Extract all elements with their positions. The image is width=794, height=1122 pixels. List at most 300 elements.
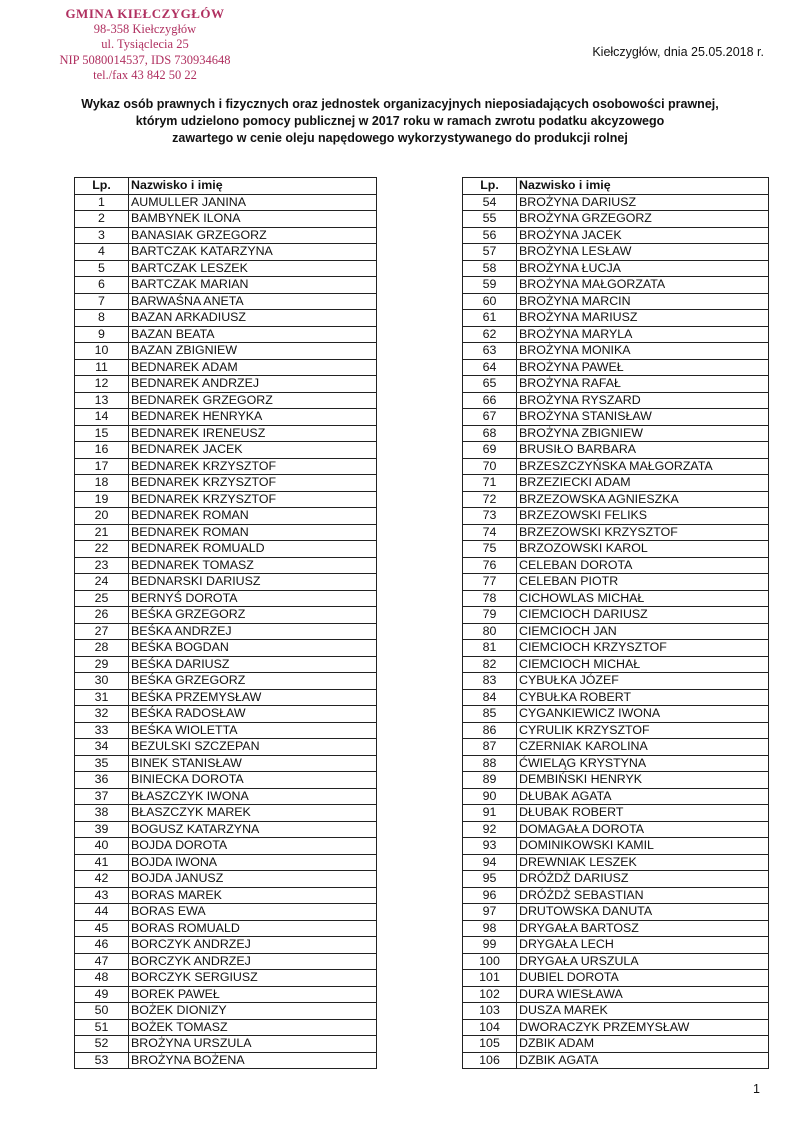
recipient-name: BROŻYNA LESŁAW xyxy=(517,244,769,261)
table-row xyxy=(75,805,377,822)
row-number: 64 xyxy=(463,359,517,376)
column-header-name: Nazwisko i imię xyxy=(129,178,377,195)
stamp-line-office: GMINA KIEŁCZYGŁÓW xyxy=(65,6,225,21)
table-row xyxy=(75,623,377,640)
row-number: 40 xyxy=(75,838,129,855)
row-number: 21 xyxy=(75,524,129,541)
table-row xyxy=(463,227,769,244)
table-row xyxy=(75,458,377,475)
table-row xyxy=(463,211,769,228)
recipient-name: BAMBYNEK ILONA xyxy=(129,211,377,228)
recipient-name: BROŻYNA MONIKA xyxy=(517,343,769,360)
table-row xyxy=(75,656,377,673)
table-row xyxy=(75,722,377,739)
row-number: 78 xyxy=(463,590,517,607)
recipient-name: BEDNARSKI DARIUSZ xyxy=(129,574,377,591)
recipient-name: BEŚKA WIOLETTA xyxy=(129,722,377,739)
table-row xyxy=(75,1052,377,1069)
recipient-name: BEŚKA DARIUSZ xyxy=(129,656,377,673)
recipient-name: BAZAN BEATA xyxy=(129,326,377,343)
recipient-name: DŁUBAK ROBERT xyxy=(517,805,769,822)
table-row xyxy=(75,1003,377,1020)
recipient-name: BOJDA DOROTA xyxy=(129,838,377,855)
recipient-name: BEDNAREK GRZEGORZ xyxy=(129,392,377,409)
recipient-name: BŁASZCZYK IWONA xyxy=(129,788,377,805)
table-row xyxy=(463,392,769,409)
recipient-name: BARTCZAK MARIAN xyxy=(129,277,377,294)
row-number: 106 xyxy=(463,1052,517,1069)
table-row xyxy=(75,640,377,657)
table-row xyxy=(463,244,769,261)
table-row xyxy=(75,310,377,327)
row-number: 104 xyxy=(463,1019,517,1036)
row-number: 39 xyxy=(75,821,129,838)
table-row xyxy=(75,607,377,624)
table-row xyxy=(463,640,769,657)
row-number: 69 xyxy=(463,442,517,459)
table-row xyxy=(75,194,377,211)
recipient-name: BOGUSZ KATARZYNA xyxy=(129,821,377,838)
table-row xyxy=(75,557,377,574)
table-row xyxy=(75,887,377,904)
recipient-name: BEDNAREK KRZYSZTOF xyxy=(129,458,377,475)
row-number: 46 xyxy=(75,937,129,954)
table-header-row xyxy=(463,178,769,195)
table-row xyxy=(463,310,769,327)
row-number: 1 xyxy=(75,194,129,211)
table-row xyxy=(463,986,769,1003)
recipient-name: BAZAN ARKADIUSZ xyxy=(129,310,377,327)
row-number: 74 xyxy=(463,524,517,541)
row-number: 61 xyxy=(463,310,517,327)
recipient-name: BRZEZOWSKA AGNIESZKA xyxy=(517,491,769,508)
row-number: 26 xyxy=(75,607,129,624)
document-date: Kiełczygłów, dnia 25.05.2018 r. xyxy=(592,45,764,59)
row-number: 79 xyxy=(463,607,517,624)
recipient-name: DRYGAŁA URSZULA xyxy=(517,953,769,970)
recipient-name: BORCZYK SERGIUSZ xyxy=(129,970,377,987)
table-row xyxy=(75,590,377,607)
row-number: 43 xyxy=(75,887,129,904)
row-number: 98 xyxy=(463,920,517,937)
recipient-name: BINIECKA DOROTA xyxy=(129,772,377,789)
recipient-name: BRZEZOWSKI KRZYSZTOF xyxy=(517,524,769,541)
row-number: 63 xyxy=(463,343,517,360)
table-row xyxy=(463,541,769,558)
recipient-name: BEŚKA ANDRZEJ xyxy=(129,623,377,640)
row-number: 33 xyxy=(75,722,129,739)
row-number: 71 xyxy=(463,475,517,492)
row-number: 25 xyxy=(75,590,129,607)
table-row xyxy=(463,854,769,871)
table-row xyxy=(463,425,769,442)
table-row xyxy=(463,442,769,459)
table-row xyxy=(75,673,377,690)
row-number: 62 xyxy=(463,326,517,343)
stamp-line-phone: tel./fax 43 842 50 22 xyxy=(93,68,197,82)
row-number: 14 xyxy=(75,409,129,426)
table-row xyxy=(75,920,377,937)
table-row xyxy=(463,194,769,211)
recipient-name: DREWNIAK LESZEK xyxy=(517,854,769,871)
recipient-name: BRZOZOWSKI KAROL xyxy=(517,541,769,558)
recipient-name: DRYGAŁA LECH xyxy=(517,937,769,954)
stamp-line-street: ul. Tysiąclecia 25 xyxy=(101,37,189,51)
table-row xyxy=(75,854,377,871)
recipient-name: BEDNAREK IRENEUSZ xyxy=(129,425,377,442)
row-number: 32 xyxy=(75,706,129,723)
table-row xyxy=(75,260,377,277)
stamp-line-postal: 98-358 Kiełczygłów xyxy=(93,21,197,36)
column-header-lp: Lp. xyxy=(463,178,517,195)
table-row xyxy=(463,458,769,475)
row-number: 70 xyxy=(463,458,517,475)
recipient-name: DOMINIKOWSKI KAMIL xyxy=(517,838,769,855)
recipient-name: BROŻYNA MARIUSZ xyxy=(517,310,769,327)
table-row xyxy=(463,656,769,673)
table-row xyxy=(463,574,769,591)
table-row xyxy=(463,673,769,690)
recipient-name: CYBUŁKA JÓZEF xyxy=(517,673,769,690)
table-row xyxy=(463,739,769,756)
row-number: 7 xyxy=(75,293,129,310)
recipient-name: BEDNAREK ADAM xyxy=(129,359,377,376)
row-number: 75 xyxy=(463,541,517,558)
recipient-name: BANASIAK GRZEGORZ xyxy=(129,227,377,244)
recipient-name: BEDNAREK ROMAN xyxy=(129,524,377,541)
table-row xyxy=(75,788,377,805)
row-number: 5 xyxy=(75,260,129,277)
recipient-name: DZBIK ADAM xyxy=(517,1036,769,1053)
row-number: 34 xyxy=(75,739,129,756)
row-number: 105 xyxy=(463,1036,517,1053)
recipient-name: BEZULSKI SZCZEPAN xyxy=(129,739,377,756)
table-row xyxy=(75,1036,377,1053)
row-number: 89 xyxy=(463,772,517,789)
table-row xyxy=(463,1052,769,1069)
recipient-name: BORAS EWA xyxy=(129,904,377,921)
row-number: 84 xyxy=(463,689,517,706)
row-number: 102 xyxy=(463,986,517,1003)
row-number: 72 xyxy=(463,491,517,508)
recipient-name: BŁASZCZYK MAREK xyxy=(129,805,377,822)
row-number: 50 xyxy=(75,1003,129,1020)
table-row xyxy=(75,425,377,442)
recipient-name: BORAS ROMUALD xyxy=(129,920,377,937)
table-row xyxy=(75,227,377,244)
row-number: 31 xyxy=(75,689,129,706)
table-row xyxy=(463,904,769,921)
table-row xyxy=(75,574,377,591)
row-number: 44 xyxy=(75,904,129,921)
row-number: 18 xyxy=(75,475,129,492)
table-row xyxy=(75,541,377,558)
table-row xyxy=(463,607,769,624)
row-number: 73 xyxy=(463,508,517,525)
recipient-name: BEDNAREK KRZYSZTOF xyxy=(129,475,377,492)
recipient-name: DURA WIESŁAWA xyxy=(517,986,769,1003)
table-row xyxy=(75,1019,377,1036)
table-row xyxy=(75,491,377,508)
row-number: 29 xyxy=(75,656,129,673)
recipient-name: CELEBAN DOROTA xyxy=(517,557,769,574)
row-number: 81 xyxy=(463,640,517,657)
recipient-name: BROŻYNA GRZEGORZ xyxy=(517,211,769,228)
recipient-name: AUMULLER JANINA xyxy=(129,194,377,211)
row-number: 92 xyxy=(463,821,517,838)
recipient-name: BOŻEK DIONIZY xyxy=(129,1003,377,1020)
row-number: 38 xyxy=(75,805,129,822)
row-number: 17 xyxy=(75,458,129,475)
row-number: 30 xyxy=(75,673,129,690)
table-row xyxy=(463,970,769,987)
recipient-name: BEŚKA PRZEMYSŁAW xyxy=(129,689,377,706)
recipient-name: BAZAN ZBIGNIEW xyxy=(129,343,377,360)
recipient-name: BARTCZAK LESZEK xyxy=(129,260,377,277)
table-row xyxy=(463,293,769,310)
table-row xyxy=(463,409,769,426)
table-row xyxy=(463,260,769,277)
row-number: 60 xyxy=(463,293,517,310)
recipient-name: BARTCZAK KATARZYNA xyxy=(129,244,377,261)
page-number: 1 xyxy=(753,1082,760,1096)
row-number: 10 xyxy=(75,343,129,360)
row-number: 97 xyxy=(463,904,517,921)
table-row xyxy=(75,871,377,888)
recipient-name: CYRULIK KRZYSZTOF xyxy=(517,722,769,739)
recipient-name: BORCZYK ANDRZEJ xyxy=(129,953,377,970)
table-row xyxy=(75,211,377,228)
row-number: 51 xyxy=(75,1019,129,1036)
heading-line-1: Wykaz osób prawnych i fizycznych oraz jednostek organizacyjnych nieposiadających osobowości prawnej, xyxy=(81,97,719,111)
recipient-name: DEMBIŃSKI HENRYK xyxy=(517,772,769,789)
office-stamp xyxy=(45,6,245,84)
recipient-name: BROŻYNA PAWEŁ xyxy=(517,359,769,376)
recipient-name: BOJDA IWONA xyxy=(129,854,377,871)
table-row xyxy=(463,343,769,360)
row-number: 52 xyxy=(75,1036,129,1053)
table-row xyxy=(75,343,377,360)
recipient-name: CZERNIAK KAROLINA xyxy=(517,739,769,756)
recipient-name: BORCZYK ANDRZEJ xyxy=(129,937,377,954)
heading-line-2: którym udzielono pomocy publicznej w 2017 roku w ramach zwrotu podatku akcyzowego xyxy=(135,114,665,128)
recipient-name: DRÓŻDŻ DARIUSZ xyxy=(517,871,769,888)
row-number: 37 xyxy=(75,788,129,805)
row-number: 93 xyxy=(463,838,517,855)
table-row xyxy=(75,970,377,987)
recipient-name: CIEMCIOCH KRZYSZTOF xyxy=(517,640,769,657)
row-number: 6 xyxy=(75,277,129,294)
row-number: 86 xyxy=(463,722,517,739)
table-row xyxy=(463,326,769,343)
row-number: 42 xyxy=(75,871,129,888)
table-row xyxy=(463,953,769,970)
table-row xyxy=(463,1003,769,1020)
table-row xyxy=(75,475,377,492)
table-row xyxy=(75,689,377,706)
recipient-name: BEDNAREK TOMASZ xyxy=(129,557,377,574)
row-number: 9 xyxy=(75,326,129,343)
row-number: 41 xyxy=(75,854,129,871)
table-row xyxy=(463,1036,769,1053)
row-number: 57 xyxy=(463,244,517,261)
table-row xyxy=(463,491,769,508)
recipient-name: BROŻYNA MARYLA xyxy=(517,326,769,343)
table-row xyxy=(75,244,377,261)
recipient-name: BEDNAREK ANDRZEJ xyxy=(129,376,377,393)
row-number: 27 xyxy=(75,623,129,640)
table-row xyxy=(463,590,769,607)
recipient-name: BORAS MAREK xyxy=(129,887,377,904)
row-number: 76 xyxy=(463,557,517,574)
column-header-name: Nazwisko i imię xyxy=(517,178,769,195)
recipient-name: BEDNAREK JACEK xyxy=(129,442,377,459)
table-row xyxy=(463,376,769,393)
table-row xyxy=(75,409,377,426)
recipient-name: CIEMCIOCH MICHAŁ xyxy=(517,656,769,673)
row-number: 96 xyxy=(463,887,517,904)
recipient-name: DWORACZYK PRZEMYSŁAW xyxy=(517,1019,769,1036)
recipient-name: DOMAGAŁA DOROTA xyxy=(517,821,769,838)
recipient-name: BEDNAREK ROMUALD xyxy=(129,541,377,558)
recipient-name: BROŻYNA BOŻENA xyxy=(129,1052,377,1069)
table-row xyxy=(463,706,769,723)
row-number: 103 xyxy=(463,1003,517,1020)
recipient-name: DRUTOWSKA DANUTA xyxy=(517,904,769,921)
row-number: 88 xyxy=(463,755,517,772)
table-row xyxy=(463,557,769,574)
table-row xyxy=(75,359,377,376)
recipient-name: BROŻYNA JACEK xyxy=(517,227,769,244)
recipient-name: BARWAŚNA ANETA xyxy=(129,293,377,310)
recipient-name: BINEK STANISŁAW xyxy=(129,755,377,772)
table-row xyxy=(463,821,769,838)
row-number: 83 xyxy=(463,673,517,690)
recipient-name: BRUSIŁO BARBARA xyxy=(517,442,769,459)
recipient-name: CYGANKIEWICZ IWONA xyxy=(517,706,769,723)
row-number: 28 xyxy=(75,640,129,657)
row-number: 53 xyxy=(75,1052,129,1069)
row-number: 11 xyxy=(75,359,129,376)
column-header-lp: Lp. xyxy=(75,178,129,195)
table-row xyxy=(463,277,769,294)
recipients-left-body xyxy=(75,194,377,1069)
table-row xyxy=(75,508,377,525)
recipients-table-left xyxy=(74,177,377,1069)
row-number: 77 xyxy=(463,574,517,591)
row-number: 35 xyxy=(75,755,129,772)
recipient-name: BROŻYNA MAŁGORZATA xyxy=(517,277,769,294)
table-row xyxy=(75,953,377,970)
recipient-name: CIEMCIOCH DARIUSZ xyxy=(517,607,769,624)
table-row xyxy=(75,326,377,343)
row-number: 85 xyxy=(463,706,517,723)
row-number: 13 xyxy=(75,392,129,409)
row-number: 65 xyxy=(463,376,517,393)
row-number: 90 xyxy=(463,788,517,805)
recipient-name: DRYGAŁA BARTOSZ xyxy=(517,920,769,937)
table-row xyxy=(75,755,377,772)
row-number: 95 xyxy=(463,871,517,888)
recipient-name: BEDNAREK KRZYSZTOF xyxy=(129,491,377,508)
recipient-name: BOREK PAWEŁ xyxy=(129,986,377,1003)
table-row xyxy=(463,920,769,937)
row-number: 100 xyxy=(463,953,517,970)
table-row xyxy=(463,755,769,772)
recipients-table-right xyxy=(462,177,769,1069)
recipient-name: BROŻYNA RYSZARD xyxy=(517,392,769,409)
row-number: 66 xyxy=(463,392,517,409)
table-row xyxy=(463,887,769,904)
table-row xyxy=(75,772,377,789)
recipient-name: DZBIK AGATA xyxy=(517,1052,769,1069)
table-row xyxy=(463,359,769,376)
table-row xyxy=(75,442,377,459)
row-number: 87 xyxy=(463,739,517,756)
table-row xyxy=(75,986,377,1003)
row-number: 4 xyxy=(75,244,129,261)
row-number: 8 xyxy=(75,310,129,327)
row-number: 55 xyxy=(463,211,517,228)
recipient-name: BROŻYNA RAFAŁ xyxy=(517,376,769,393)
table-row xyxy=(463,838,769,855)
table-row xyxy=(463,524,769,541)
recipient-name: CICHOWLAS MICHAŁ xyxy=(517,590,769,607)
table-row xyxy=(75,376,377,393)
table-row xyxy=(463,689,769,706)
table-row xyxy=(463,805,769,822)
row-number: 58 xyxy=(463,260,517,277)
table-row xyxy=(463,871,769,888)
table-row xyxy=(75,838,377,855)
recipient-name: BEŚKA GRZEGORZ xyxy=(129,607,377,624)
recipient-name: BROŻYNA MARCIN xyxy=(517,293,769,310)
row-number: 91 xyxy=(463,805,517,822)
row-number: 20 xyxy=(75,508,129,525)
recipient-name: BROŻYNA URSZULA xyxy=(129,1036,377,1053)
row-number: 82 xyxy=(463,656,517,673)
row-number: 54 xyxy=(463,194,517,211)
recipient-name: BROŻYNA ŁUCJA xyxy=(517,260,769,277)
table-row xyxy=(75,524,377,541)
table-row xyxy=(463,937,769,954)
document-heading xyxy=(60,96,740,147)
table-row xyxy=(463,788,769,805)
recipient-name: DUBIEL DOROTA xyxy=(517,970,769,987)
recipient-name: BEŚKA GRZEGORZ xyxy=(129,673,377,690)
recipients-right-body xyxy=(463,194,769,1069)
table-header-row xyxy=(75,178,377,195)
table-row xyxy=(75,706,377,723)
table-row xyxy=(463,722,769,739)
row-number: 24 xyxy=(75,574,129,591)
row-number: 23 xyxy=(75,557,129,574)
row-number: 59 xyxy=(463,277,517,294)
stamp-line-ids: NIP 5080014537, IDS 730934648 xyxy=(59,52,231,67)
row-number: 99 xyxy=(463,937,517,954)
recipient-name: BROŻYNA DARIUSZ xyxy=(517,194,769,211)
row-number: 3 xyxy=(75,227,129,244)
row-number: 56 xyxy=(463,227,517,244)
row-number: 15 xyxy=(75,425,129,442)
table-row xyxy=(75,904,377,921)
row-number: 80 xyxy=(463,623,517,640)
recipient-name: DŁUBAK AGATA xyxy=(517,788,769,805)
recipient-name: ĆWIELĄG KRYSTYNA xyxy=(517,755,769,772)
row-number: 101 xyxy=(463,970,517,987)
recipient-name: CELEBAN PIOTR xyxy=(517,574,769,591)
row-number: 19 xyxy=(75,491,129,508)
